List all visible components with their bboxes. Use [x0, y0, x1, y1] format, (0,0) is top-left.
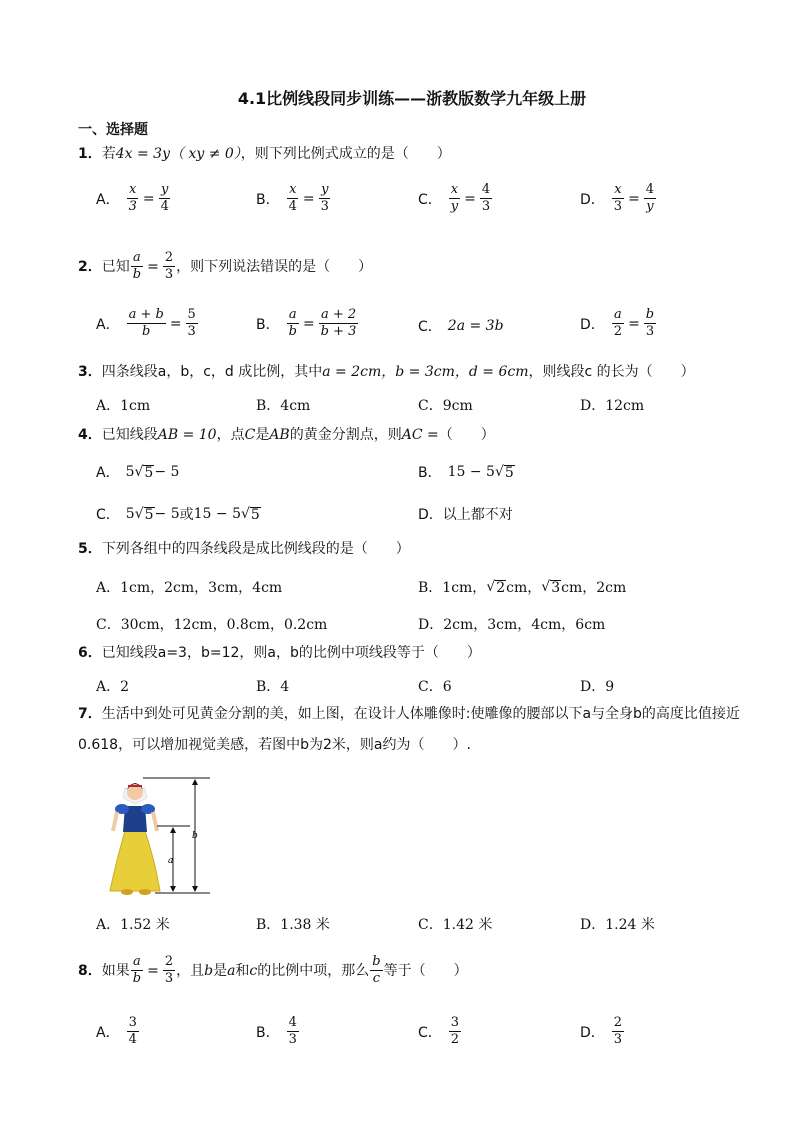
option-c[interactable]: C． $\frac{3}{2}$	[418, 1015, 460, 1047]
option-d[interactable]: D．12cm	[580, 398, 645, 414]
option-a[interactable]: A．2	[96, 679, 130, 695]
section-heading: 一、选择题	[78, 122, 148, 138]
question-number: 1．	[78, 146, 102, 162]
option-b[interactable]: B．4cm	[256, 398, 311, 414]
option-b[interactable]: B． $\frac{x}{4}$ = $\frac{y}{3}$	[256, 182, 329, 214]
question-4: 4．已知线段AB = 10，点C是AB的黄金分割点，则AC =（ ）	[78, 427, 495, 443]
option-a[interactable]: A．1cm，2cm，3cm，4cm	[96, 580, 283, 596]
question-3: 3．四条线段a，b，c，d 成比例，其中a = 2cm，b = 3cm，d = 6cm，则线段c 的长为（ ）	[78, 364, 695, 380]
option-b[interactable]: B．4	[256, 679, 290, 695]
option-a[interactable]: A． 5 √ 5 − 5	[96, 464, 180, 481]
option-d[interactable]: D．以上都不对	[418, 507, 513, 523]
question-1: 1．若4x = 3y（ xy ≠ 0），则下列比例式成立的是（ ）	[78, 146, 451, 162]
option-b[interactable]: B． 15 − 5 √ 5	[418, 464, 514, 481]
option-a[interactable]: A． $\frac{x}{3}$ = $\frac{y}{4}$	[96, 182, 169, 214]
option-b[interactable]: B．1cm， √ 2 cm， √ 3 cm，2cm	[418, 579, 627, 596]
option-c[interactable]: C．9cm	[418, 398, 473, 414]
option-b[interactable]: B． $\frac{4}{3}$	[256, 1015, 297, 1047]
option-d[interactable]: D．1.24 米	[580, 917, 655, 933]
option-c[interactable]: C．1.42 米	[418, 917, 493, 933]
question-7: 7．生活中到处可见黄金分割的美，如上图，在设计人体雕像时:使雕像的腰部以下a与全身b的高度比值接近0.618，可以增加视觉美感，若图中b为2米，则a约为（ ）.	[78, 706, 740, 753]
option-d[interactable]: D．2cm，3cm，4cm，6cm	[418, 617, 606, 633]
option-c[interactable]: C． $\frac{x}{y}$ = $\frac{4}{3}$	[418, 182, 491, 214]
question-5: 5．下列各组中的四条线段是成比例线段的是（ ）	[78, 541, 410, 557]
option-a[interactable]: A． $\frac{3}{4}$	[96, 1015, 137, 1047]
question-8: 8． 如果 $\frac{a}{b}$ = $\frac{2}{3}$ ，且 b 是 a 和 c 的比例中项，那么 $\frac{b}{c}$ 等于（ ）	[78, 954, 468, 986]
option-a[interactable]: A．1cm	[96, 398, 151, 414]
statue-illustration	[105, 776, 215, 896]
option-d[interactable]: D． $\frac{2}{3}$	[580, 1015, 623, 1047]
option-d[interactable]: D． $\frac{a}{2}$ = $\frac{b}{3}$	[580, 307, 655, 339]
question-2: 2． 已知 $\frac{a}{b}$ = $\frac{2}{3}$ ，则下列说法错误的是（ ）	[78, 250, 373, 282]
option-d[interactable]: D．9	[580, 679, 615, 695]
option-d[interactable]: D． $\frac{x}{3}$ = $\frac{4}{y}$	[580, 182, 655, 214]
label-a: a	[168, 856, 174, 866]
page-title: 4.1比例线段同步训练——浙教版数学九年级上册	[237, 89, 587, 108]
option-b[interactable]: B．1.38 米	[256, 917, 330, 933]
option-b[interactable]: B． $\frac{a}{b}$ = $\frac{a + 2}{b + 3}$	[256, 307, 357, 339]
question-6: 6．已知线段a=3，b=12，则a，b的比例中项线段等于（ ）	[78, 645, 481, 661]
option-c[interactable]: C． 5 √ 5 − 5 或 15 − 5 √ 5	[96, 506, 260, 523]
label-b: b	[192, 831, 198, 841]
option-c[interactable]: C．6	[418, 679, 452, 695]
option-c[interactable]: C． 2a = 3b	[418, 318, 504, 335]
option-a[interactable]: A．1.52 米	[96, 917, 170, 933]
option-c[interactable]: C．30cm，12cm，0.8cm，0.2cm	[96, 617, 328, 633]
statue-figure	[105, 776, 215, 896]
option-a[interactable]: A． $\frac{a + b}{b}$ = $\frac{5}{3}$	[96, 307, 196, 339]
